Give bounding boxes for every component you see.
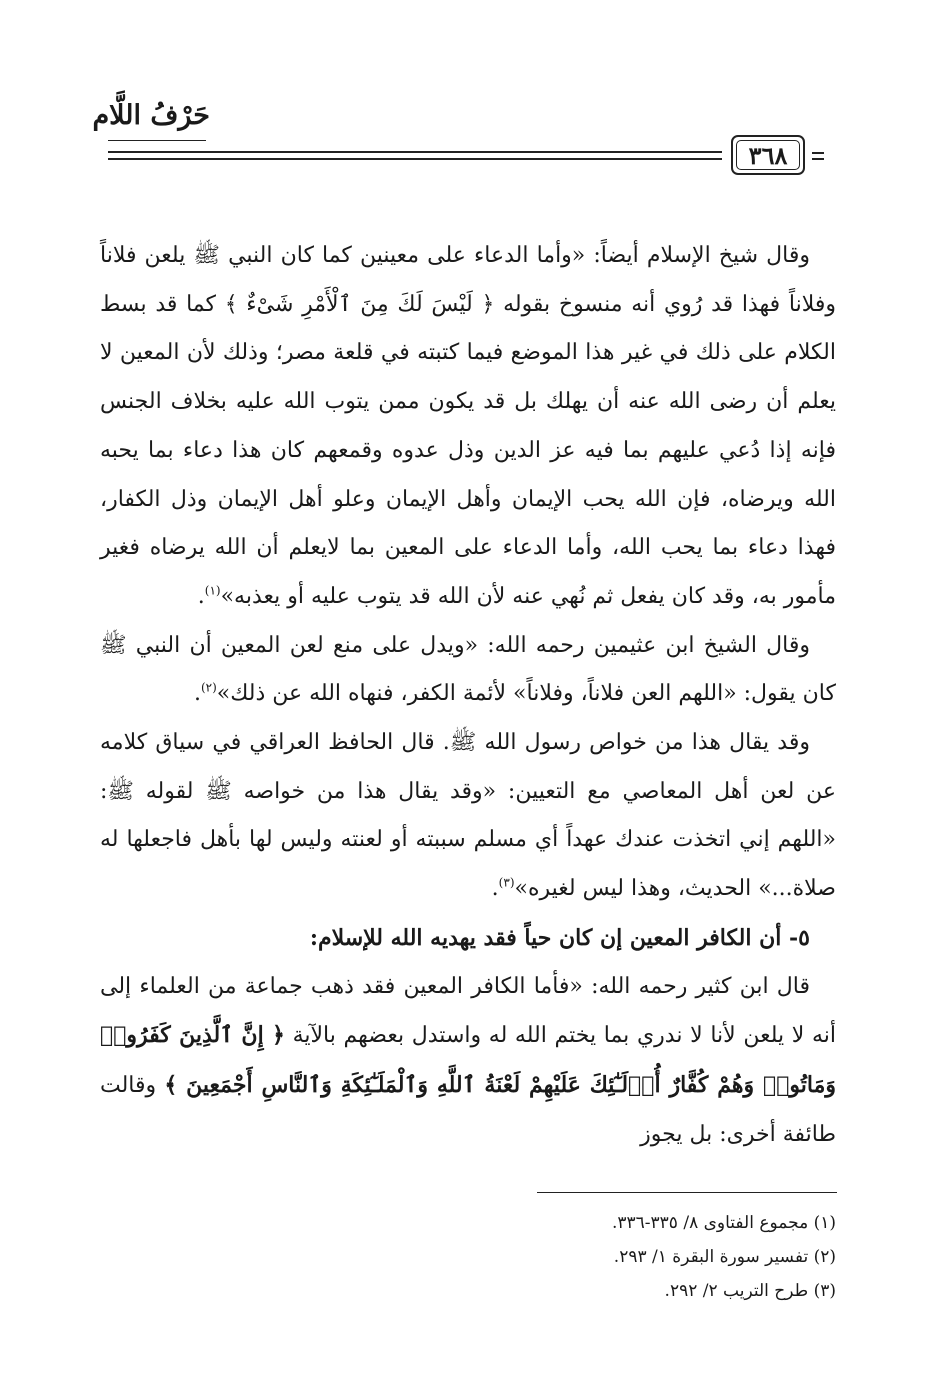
- paragraph-4: قال ابن كثير رحمه الله: «فأما الكافر المعين فقد ذهب جماعة من العلماء إلى أنه لا يلعن لأنا لا ندري بما يختم الله له واستدل بعضهم بالآية ﴿ إِنَّ ٱلَّذِينَ كَفَرُوا۟ وَمَاتُوا۟ وَهُمْ كُفَّارٌ أُو۟لَـٰٓئِكَ عَلَيْهِمْ لَعْنَةُ ٱللَّهِ وَٱلْمَلَـٰٓئِكَةِ وَٱلنَّاسِ أَجْمَعِينَ ﴾ وقالت طائفة أخرى: بل يجوز: [100, 973, 837, 1147]
- footnote-3: (٣) طرح التريب ٢/ ٢٩٢.: [664, 1281, 836, 1301]
- header-ornament: [812, 148, 826, 162]
- paragraph-2: وقال الشيخ ابن عثيمين رحمه الله: «ويدل على منع لعن المعين أن النبي ﷺ كان يقول: «اللهم العن فلاناً، وفلاناً» لأئمة الكفر، فنهاه الله عن ذلك»$^{(٢)}$.: [100, 632, 836, 707]
- header-rule-bottom: [108, 158, 722, 160]
- footnote-separator: [537, 1192, 837, 1193]
- footnote-ref-2: (٢): [200, 681, 217, 695]
- paragraph-1: وقال شيخ الإسلام أيضاً: «وأما الدعاء على معينين كما كان النبي ﷺ يلعن فلاناً وفلاناً فهذا قد رُوي أنه منسوخ بقوله ﴿ لَيْسَ لَكَ مِنَ ٱلْأَمْرِ شَىْءٌ ﴾ كما قد بسط الكلام على ذلك في غير هذا الموضع فيما كتبته في قلعة مصر؛ وذلك لأن المعين لا يعلم أن رضى الله عنه أن يهلك بل قد يكون ممن يتوب الله عليه بخلاف الجنس فإنه إذا دُعي عليهم بما فيه عز الدين وذل عدوه وقمعهم كان هذا دعاء بما يحبه الله ويرضاه، فإن الله يحب الإيمان وأهل الإيمان وعلو أهل الإيمان وذل الكفار، فهذا دعاء بما يحب الله، وأما الدعاء على المعين بما لايعلم أن الله يرضاه فغير مأمور به، وقد كان يفعل ثم نُهي عنه لأن الله قد يتوب عليه أو يعذبه»$^{(١)}$.: [100, 243, 836, 609]
- footnotes: [400, 1206, 836, 1308]
- footnote-ref-3: (٣): [498, 875, 515, 890]
- page-number: [731, 135, 805, 175]
- quran-verse: ﴿ إِنَّ ٱلَّذِينَ كَفَرُوا۟ وَمَاتُوا۟ وَهُمْ كُفَّارٌ أُو۟لَـٰٓئِكَ عَلَيْهِمْ لَعْنَةُ ٱللَّهِ وَٱلْمَلَـٰٓئِكَةِ وَٱلنَّاسِ أَجْمَعِينَ ﴾: [100, 1022, 836, 1098]
- chapter-title-underline: [108, 140, 206, 141]
- footnote-2: (٢) تفسير سورة البقرة ١/ ٢٩٣.: [613, 1247, 836, 1267]
- header-rule-top: [108, 151, 722, 153]
- chapter-title: حَرْفُ اللَّام: [92, 100, 210, 131]
- page-number-text: ٣٦٨: [748, 140, 788, 170]
- footnote-1: (١) مجموع الفتاوى ٨/ ٣٣٥-٣٣٦.: [611, 1213, 836, 1233]
- paragraph-3: وقد يقال هذا من خواص رسول الله ﷺ. قال الحافظ العراقي في سياق كلامه عن لعن أهل المعاصي مع التعيين: «وقد يقال هذا من خواصه ﷺ لقوله ﷺ: «اللهم إني اتخذت عندك عهداً أي مسلم سببته أو لعنته وليس لها بأهل فاجعلها له صلاة...» الحديث، وهذا ليس لغيره»$^{(٣)}$.: [100, 730, 836, 902]
- footnote-ref-1: (١): [204, 583, 221, 598]
- main-text: [100, 232, 836, 1159]
- section-heading: ٥- أن الكافر المعين إن كان حياً فقد يهديه الله للإسلام:: [309, 924, 810, 951]
